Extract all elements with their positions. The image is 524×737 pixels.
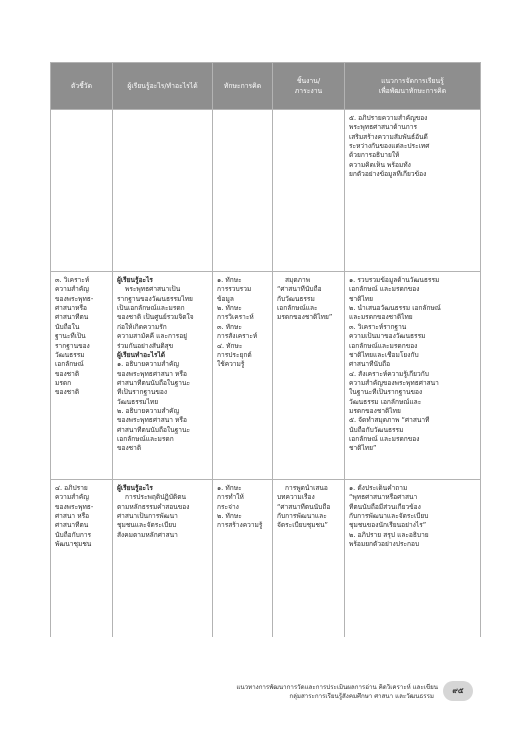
cell-line: การสร้างความรู้ xyxy=(217,521,263,530)
cell-line: วัฒนธรรมไทย xyxy=(117,397,159,406)
cell-line: ๑. ทักษะ xyxy=(217,276,242,284)
table-row xyxy=(51,110,481,272)
cell-line: ก่อให้เกิดความรัก xyxy=(117,322,167,331)
cell-line: ๔. สังเคราะห์ความรู้เกี่ยวกับ xyxy=(349,369,429,378)
cell-line: ๓. วิเคราะห์ xyxy=(55,276,90,284)
cell-line: กับการพัฒนาและ xyxy=(277,512,327,521)
page-footer xyxy=(236,684,438,702)
cell-line: ๕. อภิปรายความสำคัญของ xyxy=(349,114,428,122)
cell-line: ความสำคัญ xyxy=(55,493,89,502)
cell-line: ๒. ทักษะ xyxy=(217,512,242,521)
cell-line: มรดกของชาติไทย” xyxy=(277,313,333,322)
cell-line: การประยุกต์ xyxy=(217,350,252,359)
cell-line: ๒. อธิบายความสำคัญ xyxy=(117,407,180,416)
cell-line: ใช้ความรู้ xyxy=(217,360,245,369)
cell-line: ของชาติ xyxy=(55,388,80,397)
cell-line: ฐานะที่เป็น xyxy=(55,332,86,341)
cell-line: ผู้เรียนรู้อะไร xyxy=(117,484,153,492)
workpiece-cell xyxy=(273,110,345,272)
curriculum-table xyxy=(50,62,481,637)
cell-line: การทำให้ xyxy=(217,493,244,502)
approach-cell xyxy=(345,272,481,480)
cell-line: ๑. รวบรวมข้อมูลด้านวัฒนธรรม xyxy=(349,276,440,284)
cell-line: ศาสนา หรือ xyxy=(55,512,90,521)
cell-line: ด้วยการอธิบายให้ xyxy=(349,151,400,160)
workpiece-cell xyxy=(273,272,345,480)
cell-line: ชาติไทยและเชื่อมโยงกับ xyxy=(349,350,419,359)
cell-line: เอกลักษณ์และมรดกของ xyxy=(349,341,418,350)
cell-line: ๑. อธิบายความสำคัญ xyxy=(117,360,180,369)
cell-line: รากฐานของวัฒนธรรมไทย xyxy=(117,294,193,303)
page-number: ๙๕ xyxy=(443,681,473,701)
table-row xyxy=(51,480,481,638)
cell-line: บทความเรื่อง xyxy=(277,493,315,502)
cell-line: ของชาติ xyxy=(55,369,80,378)
cell-line: ของพระพุทธศาสนา หรือ xyxy=(117,416,187,425)
cell-line: เอกลักษณ์ และมรดกของ xyxy=(349,435,420,444)
cell-line: เสริมสร้างความสัมพันธ์อันดี xyxy=(349,132,428,141)
cell-line: การพูดนำเสนอ xyxy=(285,484,328,492)
cell-line: ระหว่างกันของแต่ละประเทศ xyxy=(349,142,430,151)
footer-subtitle: กลุ่มสาระการเรียนรู้สังคมศึกษา ศาสนา และวัฒนธรรม xyxy=(289,692,434,700)
skills-cell xyxy=(213,272,273,480)
cell-line: ๒. ทักษะ xyxy=(217,304,242,313)
cell-line: จัดระเบียบชุมชน” xyxy=(277,521,328,530)
cell-line: ของพระพุทธศาสนา หรือ xyxy=(117,369,187,378)
cell-line: ๔. อภิปราย xyxy=(55,484,88,492)
cell-line: พระพุทธศาสนาด้านการ xyxy=(349,123,417,132)
cell-line: ผู้เรียนทำอะไรได้ xyxy=(117,350,166,359)
cell-line: ร่วมกันอย่างสันติสุข xyxy=(117,341,174,350)
approach-cell xyxy=(345,110,481,272)
cell-line: การสังเคราะห์ xyxy=(217,332,258,341)
approach-cell xyxy=(345,480,481,638)
cell-line: “พุทธศาสนาหรือศาสนา xyxy=(349,493,418,502)
header-teaching-approach: แนวการจัดการเรียนรู้ เพื่อพัฒนาทักษะการคิด xyxy=(345,63,481,110)
cell-line: เป็นเอกลักษณ์และมรดก xyxy=(117,304,185,313)
cell-line: ชาติไทย xyxy=(349,294,373,303)
cell-line: ความคิดเห็น พร้อมทั้ง xyxy=(349,160,411,169)
cell-line: มรดกของชาติไทย xyxy=(349,407,401,416)
indicator-cell xyxy=(51,272,113,480)
cell-line: พร้อมยกตัวอย่างประกอบ xyxy=(349,540,420,549)
cell-line: การรวบรวม xyxy=(217,285,252,294)
cell-line: ๕. จัดทำสมุดภาพ “ศาสนาที่ xyxy=(349,416,430,425)
cell-line: ศาสนาหรือ xyxy=(55,304,87,313)
table-row xyxy=(51,272,481,480)
cell-line: ผู้เรียนรู้อะไร xyxy=(117,276,153,284)
cell-line: ของพระพุทธ- xyxy=(55,294,94,303)
cell-line: ในฐานะที่เป็นรากฐานของ xyxy=(349,388,423,397)
cell-line: “ศาสนาที่นับถือ xyxy=(277,285,322,294)
cell-line: สังคมตามหลักศาสนา xyxy=(117,530,178,539)
cell-line: วัฒนธรรม xyxy=(55,350,85,359)
cell-line: ชาติไทย” xyxy=(349,444,377,453)
cell-line: พระพุทธศาสนาเป็น xyxy=(125,285,181,294)
cell-line: ๔. ทักษะ xyxy=(217,341,243,350)
indicator-cell xyxy=(51,480,113,638)
cell-line: ยกตัวอย่างข้อมูลที่เกี่ยวข้อง xyxy=(349,170,427,179)
cell-line: ศาสนาที่ตนนับถือในฐานะ xyxy=(117,378,191,387)
cell-line: ศาสนาที่ตน xyxy=(55,313,89,322)
cell-line: ศาสนาเป็นการพัฒนา xyxy=(117,512,178,521)
header-workpiece: ชิ้นงาน/ ภาระงาน xyxy=(273,63,345,110)
cell-line: ของชาติ xyxy=(117,444,142,453)
cell-line: นับถือกับวัฒนธรรม xyxy=(349,425,404,434)
cell-line: ๑. ตั้งประเด็นคำถาม xyxy=(349,484,408,492)
cell-line: กับการพัฒนาและจัดระเบียบ xyxy=(349,512,429,521)
cell-line: “ศาสนาที่ตนนับถือ xyxy=(277,502,331,511)
cell-line: ของชาติ เป็นศูนย์รวมจิตใจ xyxy=(117,313,194,322)
cell-line: การวิเคราะห์ xyxy=(217,313,254,322)
cell-line: กระจ่าง xyxy=(217,502,239,511)
cell-line: ความสำคัญ xyxy=(55,285,89,294)
cell-line: นับถือใน xyxy=(55,322,80,331)
cell-line: ข้อมูล xyxy=(217,294,234,303)
cell-line: ความสามัคคี และการอยู่ xyxy=(117,332,188,341)
cell-line: เอกลักษณ์ และมรดกของ xyxy=(349,285,420,294)
cell-line: ที่เป็นรากฐานของ xyxy=(117,388,168,397)
learning-cell xyxy=(113,272,213,480)
cell-line: ชุมชนของนักเรียนอย่างไร” xyxy=(349,521,427,530)
skills-cell xyxy=(213,480,273,638)
cell-line: ความเป็นมาของวัฒนธรรม xyxy=(349,332,426,341)
cell-line: ความสำคัญของพระพุทธศาสนา xyxy=(349,378,439,387)
cell-line: ๓. ทักษะ xyxy=(217,322,242,331)
workpiece-cell xyxy=(273,480,345,638)
cell-line: สมุดภาพ xyxy=(285,276,311,284)
cell-line: ศาสนาที่ตนนับถือในฐานะ xyxy=(117,425,191,434)
cell-line: ๓. วิเคราะห์รากฐาน xyxy=(349,322,407,331)
cell-line: ที่ตนนับถือมีส่วนเกี่ยวข้อง xyxy=(349,502,421,511)
cell-line: การประพฤติปฏิบัติตน xyxy=(125,493,186,502)
cell-line: เอกลักษณ์และ xyxy=(277,304,318,313)
header-indicator: ตัวชี้วัด xyxy=(51,63,113,110)
cell-line: เอกลักษณ์และมรดก xyxy=(117,435,174,444)
cell-line: ๑. ทักษะ xyxy=(217,484,242,492)
cell-line: ศาสนาที่นับถือ xyxy=(349,360,391,369)
indicator-cell xyxy=(51,110,113,272)
cell-line: กับวัฒนธรรม xyxy=(277,294,315,303)
cell-line: นับถือกับการ xyxy=(55,530,92,539)
learning-cell xyxy=(113,110,213,272)
cell-line: วัฒนธรรม เอกลักษณ์และ xyxy=(349,397,422,406)
skills-cell xyxy=(213,110,273,272)
cell-line: ศาสนาที่ตน xyxy=(55,521,89,530)
cell-line: รากฐานของ xyxy=(55,341,90,350)
cell-line: ของพระพุทธ- xyxy=(55,502,94,511)
cell-line: และมรดกของชาติไทย xyxy=(349,313,413,322)
cell-line: ชุมชนและจัดระเบียบ xyxy=(117,521,177,530)
cell-line: ตามหลักธรรมคำสอนของ xyxy=(117,502,190,511)
cell-line: ๒. อภิปราย สรุป และอธิบาย xyxy=(349,530,429,539)
cell-line: เอกลักษณ์ xyxy=(55,360,84,369)
footer-title: แนวทางการพัฒนาการวัดและการประเมินผลการอ่าน คิดวิเคราะห์ และเขียน xyxy=(236,684,438,691)
learning-cell xyxy=(113,480,213,638)
cell-line: มรดก xyxy=(55,378,72,387)
header-learning: ผู้เรียนรู้อะไร/ทำอะไรได้ xyxy=(113,63,213,110)
header-thinking-skills: ทักษะการคิด xyxy=(213,63,273,110)
cell-line: ๒. นำเสนอวัฒนธรรม เอกลักษณ์ xyxy=(349,304,441,313)
table-header-row xyxy=(51,63,481,110)
cell-line: พัฒนาชุมชน xyxy=(55,540,92,549)
